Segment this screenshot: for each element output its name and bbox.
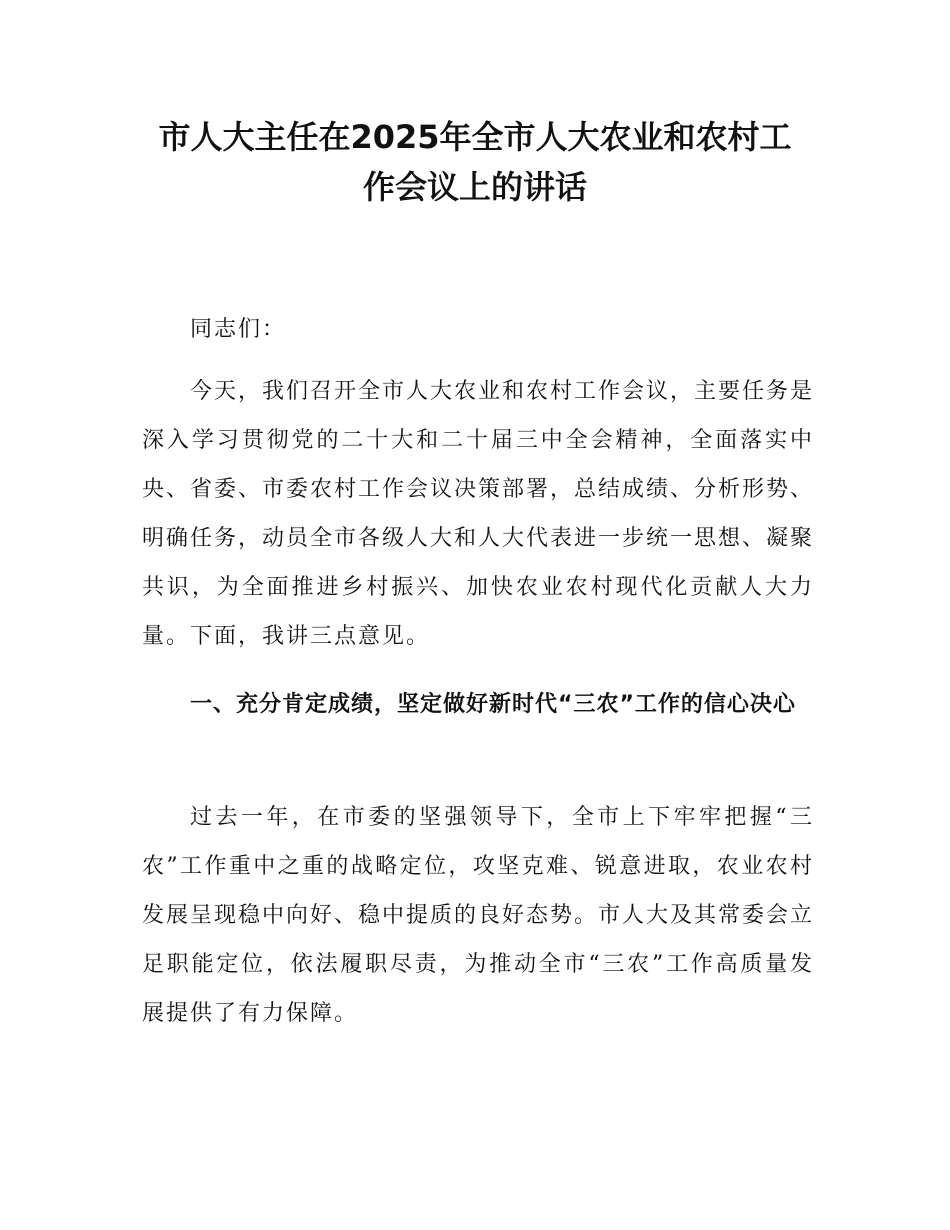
paragraph-intro: 今天，我们召开全市人大农业和农村工作会议，主要任务是深入学习贯彻党的二十大和二十届三中全会精神，全面落实中央、省委、市委农村工作会议决策部署，总结成绩、分析形势、明确任务，动员全市各级人大和人大代表进一步统一思想、凝聚共识，为全面推进乡村振兴、加快农业农村现代化贡献人大力量。下面，我讲三点意见。 (142, 379, 815, 649)
document-title-line-2: 作会议上的讲话 (362, 168, 587, 206)
section-heading-1: 一、充分肯定成绩，坚定做好新时代“三农”工作的信心决心 (190, 692, 796, 717)
salutation: 同志们： (190, 317, 287, 342)
document-title-line-1: 市人大主任在2025年全市人大农业和农村工 (158, 118, 792, 156)
paragraph-section-1: 过去一年，在市委的坚强领导下，全市上下牢牢把握“三农”工作重中之重的战略定位，攻坚克难、锐意进取，农业农村发展呈现稳中向好、稳中提质的良好态势。市人大及其常委会立足职能定位，依法履职尽责，为推动全市“三农”工作高质量发展提供了有力保障。 (142, 805, 815, 1026)
document-title (140, 112, 810, 212)
